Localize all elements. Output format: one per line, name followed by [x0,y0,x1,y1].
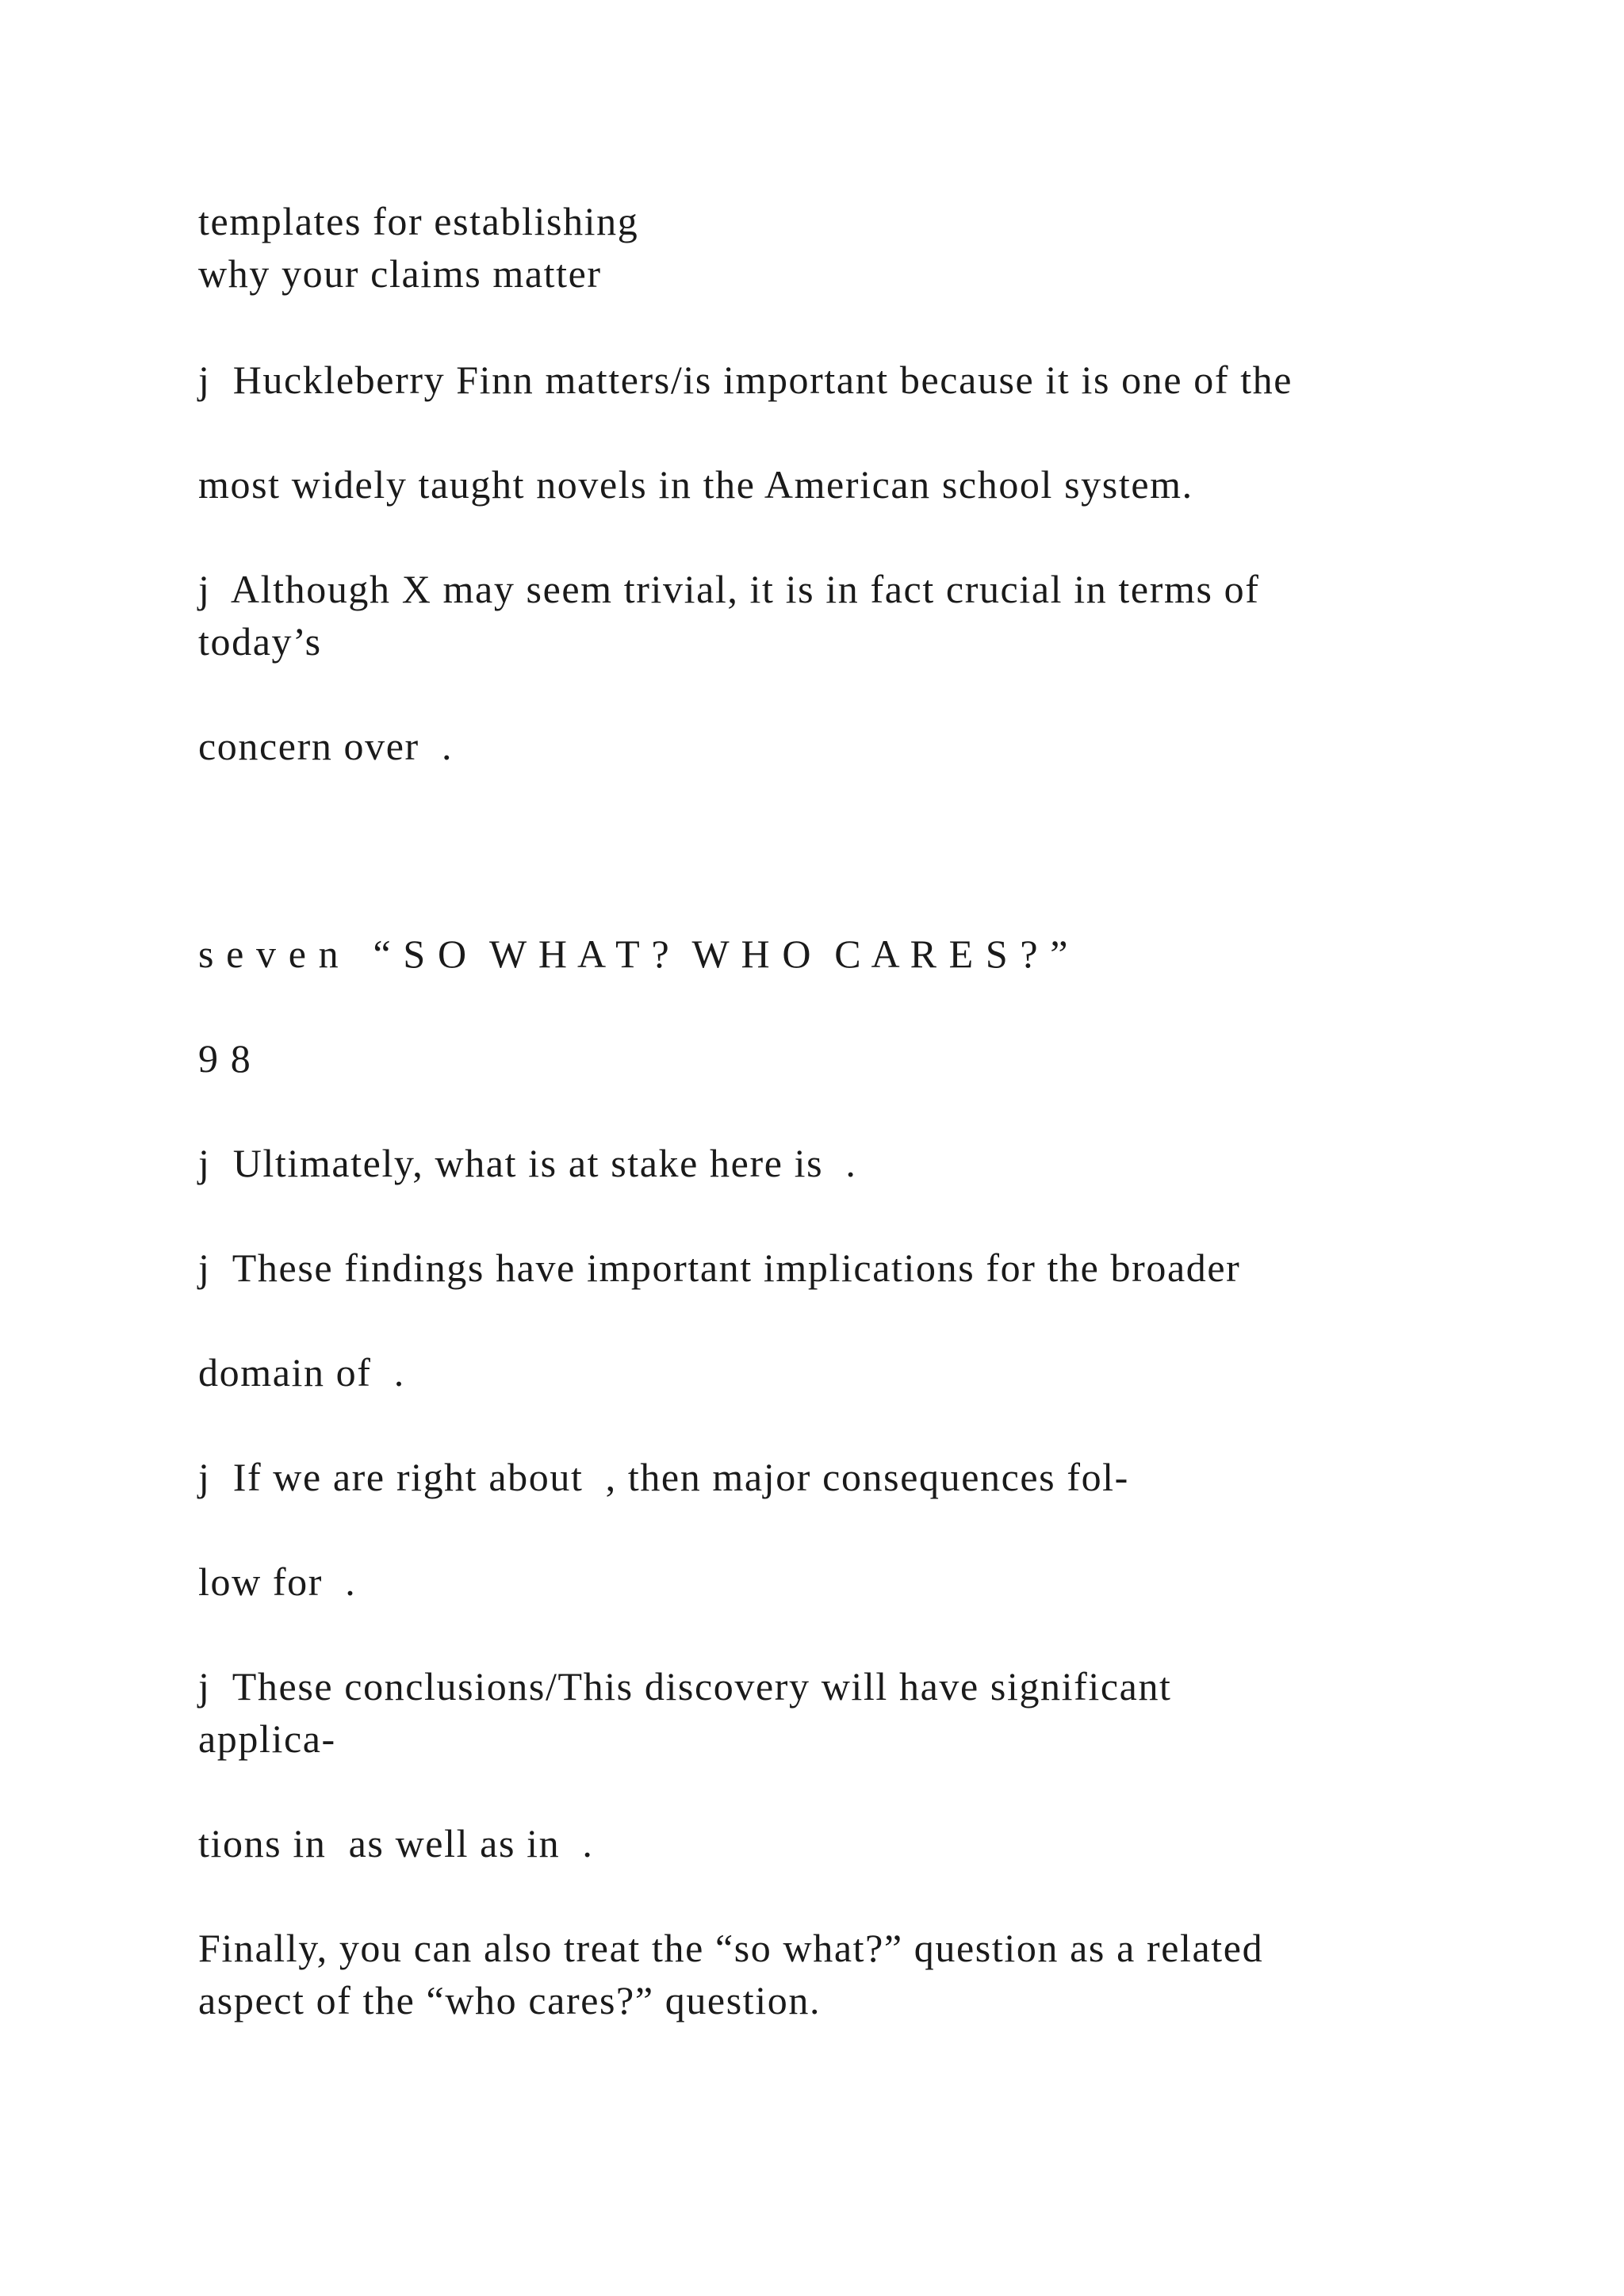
template-findings-line-1: j These findings have important implications for the broader [198,1246,1241,1290]
template-conclusions-line-3: tions in as well as in . [198,1821,594,1866]
chapter-running-header: s e v e n “ S O W H A T ? W H O C A R E S ? ” [198,932,1070,976]
template-conclusions-line-2: applica- [198,1716,336,1761]
template-although-line-2: today’s [198,619,322,664]
heading-line-1: templates for establishing [198,199,639,243]
closing-paragraph-line-1: Finally, you can also treat the “so what?” question as a related [198,1926,1264,1970]
heading-line-2: why your claims matter [198,251,602,296]
template-findings-line-2: domain of . [198,1350,405,1395]
template-conclusions-line-1: j These conclusions/This discovery will have significant [198,1664,1172,1709]
template-if-right-line-2: low for . [198,1559,357,1604]
template-huck-finn-line-2: most widely taught novels in the American school system. [198,462,1193,507]
template-although-line-1: j Although X may seem trivial, it is in fact crucial in terms of [198,567,1260,611]
template-although-line-3: concern over . [198,724,454,768]
template-huck-finn-line-1: j Huckleberry Finn matters/is important because it is one of the [198,358,1293,402]
page-number: 9 8 [198,1036,252,1081]
template-if-right-line-1: j If we are right about , then major consequences fol- [198,1455,1129,1499]
closing-paragraph-line-2: aspect of the “who cares?” question. [198,1978,822,2022]
template-ultimately: j Ultimately, what is at stake here is . [198,1141,857,1185]
